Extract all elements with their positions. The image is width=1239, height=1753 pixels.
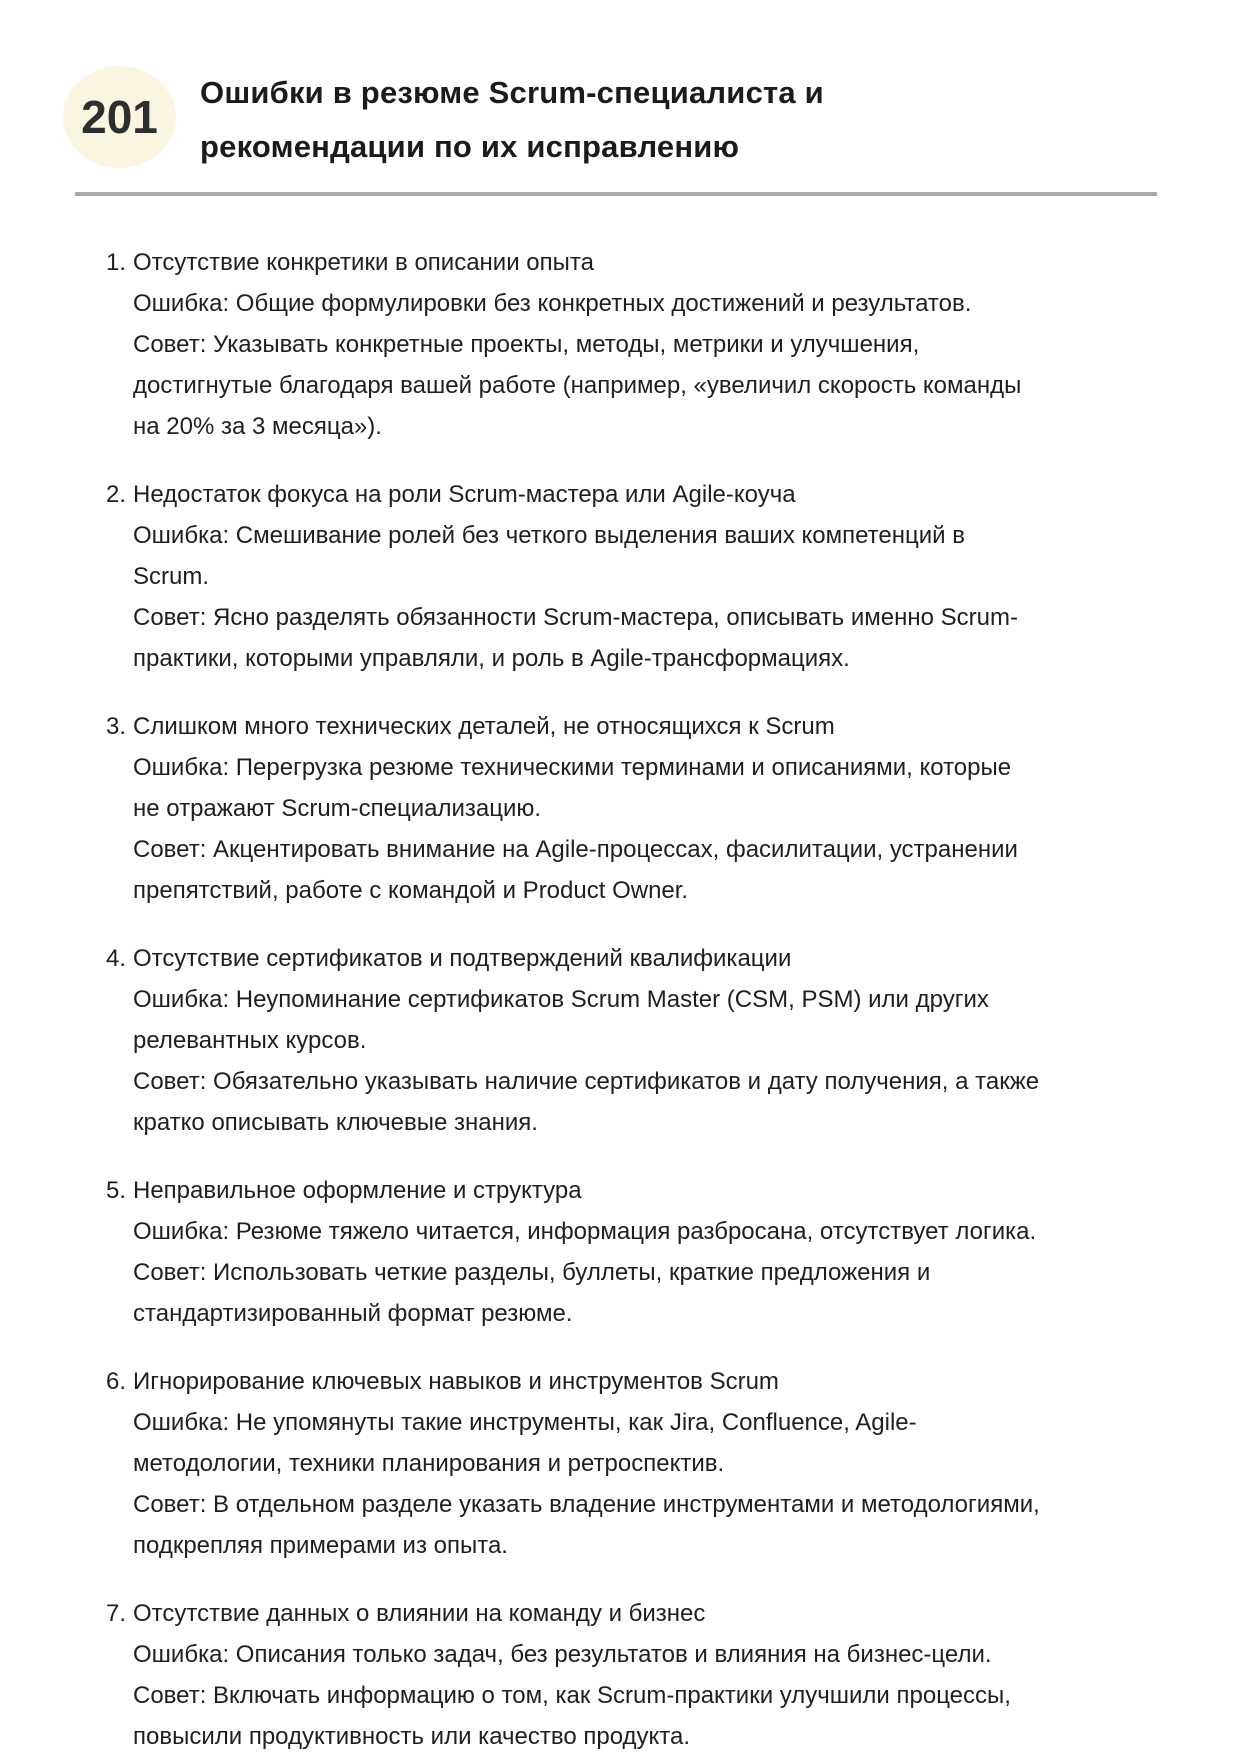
item-title: Игнорирование ключевых навыков и инструментов Scrum bbox=[133, 1368, 779, 1395]
item-advice: Совет: Включать информацию о том, как Scrum-практики улучшили процессы, повысили продуктивность или качество продукта. bbox=[133, 1682, 1011, 1750]
list-item bbox=[104, 474, 1119, 679]
list-item bbox=[104, 242, 1119, 447]
list-item bbox=[104, 1593, 1119, 1753]
item-number: 4. bbox=[105, 945, 126, 972]
item-title: Неправильное оформление и структура bbox=[133, 1177, 582, 1204]
item-number: 1. bbox=[105, 249, 126, 276]
item-title: Недостаток фокуса на роли Scrum-мастера или Agile-коуча bbox=[133, 481, 796, 508]
item-advice: Совет: Указывать конкретные проекты, методы, метрики и улучшения, достигнутые благодаря вашей работе (например, «увеличил скорость команды на 20% за 3 месяца»). bbox=[133, 331, 1022, 440]
item-advice: Совет: Использовать четкие разделы, буллеты, краткие предложения и стандартизированный формат резюме. bbox=[133, 1259, 931, 1327]
item-error: Ошибка: Описания только задач, без результатов и влияния на бизнес-цели. bbox=[133, 1641, 992, 1668]
item-title: Слишком много технических деталей, не относящихся к Scrum bbox=[133, 713, 835, 740]
item-body bbox=[133, 1361, 1043, 1566]
item-number: 3. bbox=[105, 713, 126, 740]
item-number: 5. bbox=[105, 1177, 126, 1204]
item-error: Ошибка: Не упомянуты такие инструменты, как Jira, Confluence, Agile-методологии, техники планирования и ретроспектив. bbox=[133, 1409, 917, 1477]
header-divider bbox=[75, 192, 1157, 196]
page-header bbox=[0, 0, 1239, 174]
page-title bbox=[200, 64, 824, 174]
item-body bbox=[133, 242, 1043, 447]
item-error: Ошибка: Смешивание ролей без четкого выделения ваших компетенций в Scrum. bbox=[133, 522, 965, 590]
page-number: 201 bbox=[81, 91, 158, 143]
page-number-badge bbox=[63, 66, 176, 168]
list-item bbox=[104, 706, 1119, 911]
item-body bbox=[133, 938, 1043, 1143]
item-title: Отсутствие конкретики в описании опыта bbox=[133, 249, 594, 276]
item-advice: Совет: Обязательно указывать наличие сертификатов и дату получения, а также кратко описывать ключевые знания. bbox=[133, 1068, 1040, 1136]
item-body bbox=[133, 1593, 1043, 1753]
item-number: 7. bbox=[105, 1600, 126, 1627]
list-item bbox=[104, 938, 1119, 1143]
item-body bbox=[133, 474, 1043, 679]
page-title-line-2: рекомендации по их исправлению bbox=[200, 129, 740, 164]
item-advice: Совет: В отдельном разделе указать владение инструментами и методологиями, подкрепляя примерами из опыта. bbox=[133, 1491, 1040, 1559]
item-advice: Совет: Ясно разделять обязанности Scrum-мастера, описывать именно Scrum-практики, которыми управляли, и роль в Agile-трансформациях. bbox=[133, 604, 1018, 672]
item-number: 6. bbox=[105, 1368, 126, 1395]
item-number: 2. bbox=[105, 481, 126, 508]
item-body bbox=[133, 1170, 1043, 1334]
item-title: Отсутствие сертификатов и подтверждений квалификации bbox=[133, 945, 792, 972]
list-item bbox=[104, 1170, 1119, 1334]
item-advice: Совет: Акцентировать внимание на Agile-процессах, фасилитации, устранении препятствий, работе с командой и Product Owner. bbox=[133, 836, 1018, 904]
item-body bbox=[133, 706, 1043, 911]
item-error: Ошибка: Общие формулировки без конкретных достижений и результатов. bbox=[133, 290, 972, 317]
list-item bbox=[104, 1361, 1119, 1566]
item-title: Отсутствие данных о влиянии на команду и бизнес bbox=[133, 1600, 706, 1627]
item-error: Ошибка: Перегрузка резюме техническими терминами и описаниями, которые не отражают Scrum-специализацию. bbox=[133, 754, 1012, 822]
item-error: Ошибка: Резюме тяжело читается, информация разбросана, отсутствует логика. bbox=[133, 1218, 1037, 1245]
numbered-list bbox=[0, 242, 1239, 1753]
item-error: Ошибка: Неупоминание сертификатов Scrum Master (CSM, PSM) или других релевантных курсов. bbox=[133, 986, 989, 1054]
page-title-line-1: Ошибки в резюме Scrum-специалиста и bbox=[200, 75, 824, 110]
